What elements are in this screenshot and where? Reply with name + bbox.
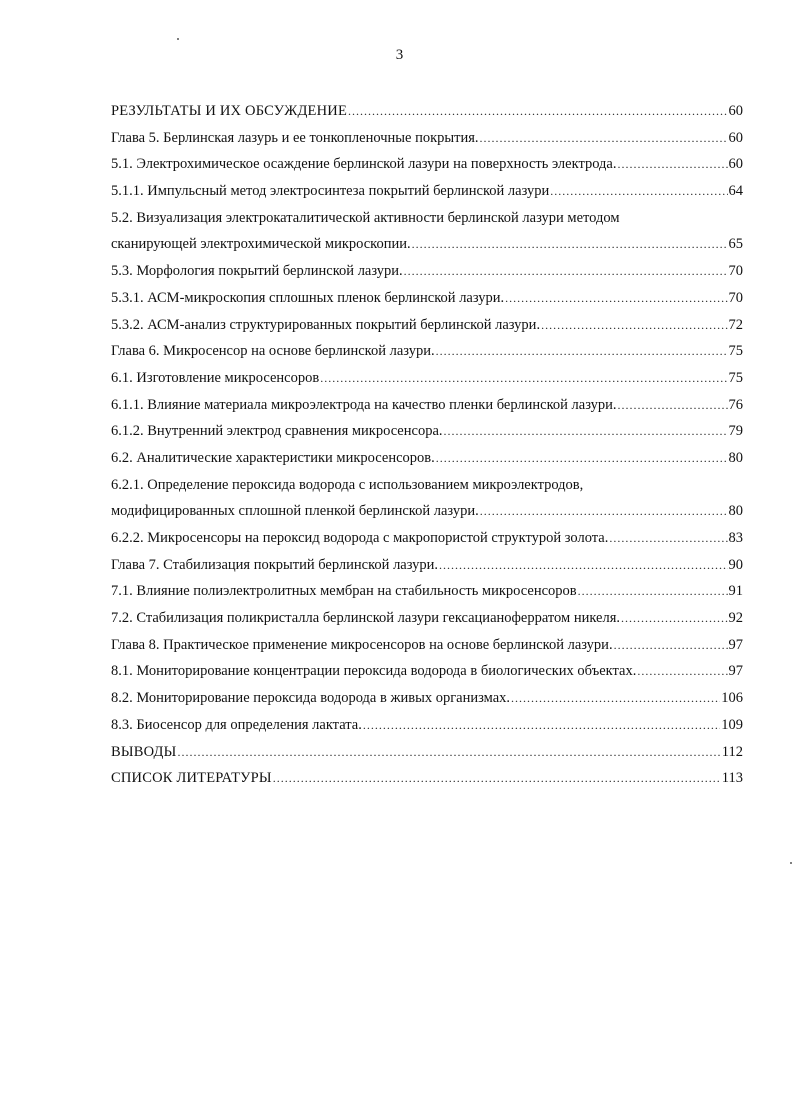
toc-entry-page: 109 [721, 716, 743, 733]
toc-entry-page: 97 [728, 663, 743, 680]
toc-entry-page: 80 [728, 449, 743, 466]
toc-entry [111, 392, 743, 419]
toc-entry [111, 205, 743, 232]
toc-entry-page: 83 [728, 530, 743, 546]
toc-dot-leader [436, 338, 728, 365]
toc-entry [111, 231, 743, 258]
toc-dot-leader [444, 418, 728, 445]
scan-speck [790, 862, 792, 864]
toc-entry-title: Глава 5. Берлинская лазурь и ее тонкопленочные покрытия. [111, 129, 479, 146]
toc-entry-title: 6.2.2. Микросенсоры на пероксид водорода с макропористой структурой золота. [111, 530, 609, 546]
table-of-contents [111, 98, 743, 792]
toc-entry [111, 418, 743, 445]
toc-dot-leader [621, 605, 728, 632]
toc-dot-leader [412, 231, 728, 258]
toc-entry [111, 178, 743, 205]
toc-entry-page: 91 [728, 583, 743, 600]
toc-entry-page: 70 [728, 263, 743, 280]
toc-dot-leader [618, 151, 728, 178]
toc-dot-leader [505, 285, 727, 312]
toc-entry-page: 72 [728, 316, 743, 333]
toc-dot-leader [618, 392, 728, 419]
toc-entry-title: 5.1. Электрохимическое осаждение берлинской лазури на поверхность электрода. [111, 156, 617, 173]
toc-dot-leader [550, 178, 727, 205]
toc-entry [111, 472, 743, 499]
toc-dot-leader [436, 445, 728, 472]
toc-entry [111, 632, 743, 659]
toc-entry-title: ВЫВОДЫ [111, 743, 177, 760]
toc-entry-title: 5.3.2. АСМ-анализ структурированных покрытий берлинской лазури. [111, 316, 541, 333]
scan-speck [177, 38, 179, 40]
toc-entry [111, 98, 743, 125]
toc-entry-page: 79 [728, 423, 743, 440]
toc-entry [111, 739, 743, 766]
page-number: 3 [395, 47, 404, 63]
toc-entry [111, 712, 743, 739]
toc-entry-page: 97 [728, 636, 743, 653]
toc-entry-page: 70 [728, 289, 743, 306]
toc-entry-title: 8.1. Мониторирование концентрации пероксида водорода в биологических объектах. [111, 663, 637, 680]
toc-entry-title: 7.2. Стабилизация поликристалла берлинской лазури гексацианоферратом никеля. [111, 610, 620, 627]
toc-entry [111, 445, 743, 472]
toc-entry-page: 75 [728, 369, 743, 386]
toc-dot-leader [609, 525, 727, 552]
toc-entry-title: 6.1.2. Внутренний электрод сравнения микросенсора. [111, 423, 443, 440]
toc-dot-leader [348, 98, 727, 125]
toc-entry-title: Глава 6. Микросенсор на основе берлинской лазури. [111, 343, 435, 360]
toc-entry-title: Глава 8. Практическое применение микросенсоров на основе берлинской лазури. [111, 636, 613, 653]
toc-entry-page: 112 [721, 743, 743, 760]
toc-dot-leader [480, 498, 728, 525]
toc-entry-page: 80 [728, 503, 743, 520]
toc-dot-leader [320, 365, 727, 392]
toc-dot-leader [439, 552, 727, 579]
toc-entry [111, 578, 743, 605]
toc-dot-leader [480, 125, 728, 152]
toc-entry-title: РЕЗУЛЬТАТЫ И ИХ ОБСУЖДЕНИЕ [111, 103, 348, 119]
toc-dot-leader [637, 658, 727, 685]
toc-entry-title: 8.3. Биосенсор для определения лактата. [111, 716, 362, 733]
toc-entry [111, 125, 743, 152]
toc-entry [111, 525, 743, 552]
toc-dot-leader [614, 632, 728, 659]
toc-entry-page: 60 [728, 103, 743, 119]
toc-entry [111, 552, 743, 579]
toc-entry-title: 6.1. Изготовление микросенсоров [111, 369, 320, 386]
toc-entry [111, 258, 743, 285]
toc-entry [111, 151, 743, 178]
toc-entry-page: 76 [728, 396, 743, 413]
toc-entry [111, 338, 743, 365]
toc-entry [111, 312, 743, 339]
toc-entry-title: сканирующей электрохимической микроскопии. [111, 236, 411, 253]
toc-entry [111, 685, 743, 712]
toc-entry-page: 106 [721, 690, 743, 707]
toc-entry [111, 285, 743, 312]
toc-entry-title: 7.1. Влияние полиэлектролитных мембран на стабильность микросенсоров [111, 583, 577, 600]
toc-entry-title: модифицированных сплошной пленкой берлинской лазури. [111, 503, 479, 520]
toc-entry-title: 6.1.1. Влияние материала микроэлектрода на качество пленки берлинской лазури. [111, 396, 617, 413]
toc-dot-leader [578, 578, 728, 605]
toc-entry-page: 64 [728, 183, 743, 200]
toc-dot-leader [511, 685, 720, 712]
toc-dot-leader [404, 258, 728, 285]
toc-entry-title: 5.3. Морфология покрытий берлинской лазури. [111, 263, 403, 280]
toc-entry-title: 5.3.1. АСМ-микроскопия сплошных пленок берлинской лазури. [111, 289, 505, 306]
toc-entry-page: 60 [728, 156, 743, 173]
toc-entry-page: 113 [721, 770, 743, 787]
toc-dot-leader [541, 312, 727, 339]
toc-entry-page: 90 [728, 556, 743, 573]
toc-entry-title: 6.2.1. Определение пероксида водорода с использованием микроэлектродов, [111, 476, 584, 493]
toc-dot-leader [273, 765, 721, 792]
toc-entry [111, 365, 743, 392]
toc-entry-title: 5.2. Визуализация электрокаталитической активности берлинской лазури методом [111, 209, 620, 226]
toc-entry [111, 498, 743, 525]
toc-entry-page: 65 [728, 236, 743, 253]
toc-entry-title: 5.1.1. Импульсный метод электросинтеза покрытий берлинской лазури [111, 183, 550, 200]
toc-dot-leader [177, 739, 720, 766]
toc-dot-leader [363, 712, 720, 739]
toc-entry-page: 92 [728, 610, 743, 627]
toc-entry-title: СПИСОК ЛИТЕРАТУРЫ [111, 770, 272, 787]
toc-entry-title: 6.2. Аналитические характеристики микросенсоров. [111, 449, 435, 466]
toc-entry [111, 765, 743, 792]
toc-entry-page: 75 [728, 343, 743, 360]
toc-entry-title: 8.2. Мониторирование пероксида водорода в живых организмах. [111, 690, 511, 707]
toc-entry [111, 658, 743, 685]
toc-entry [111, 605, 743, 632]
toc-entry-title: Глава 7. Стабилизация покрытий берлинской лазури. [111, 556, 439, 573]
toc-entry-page: 60 [728, 129, 743, 146]
